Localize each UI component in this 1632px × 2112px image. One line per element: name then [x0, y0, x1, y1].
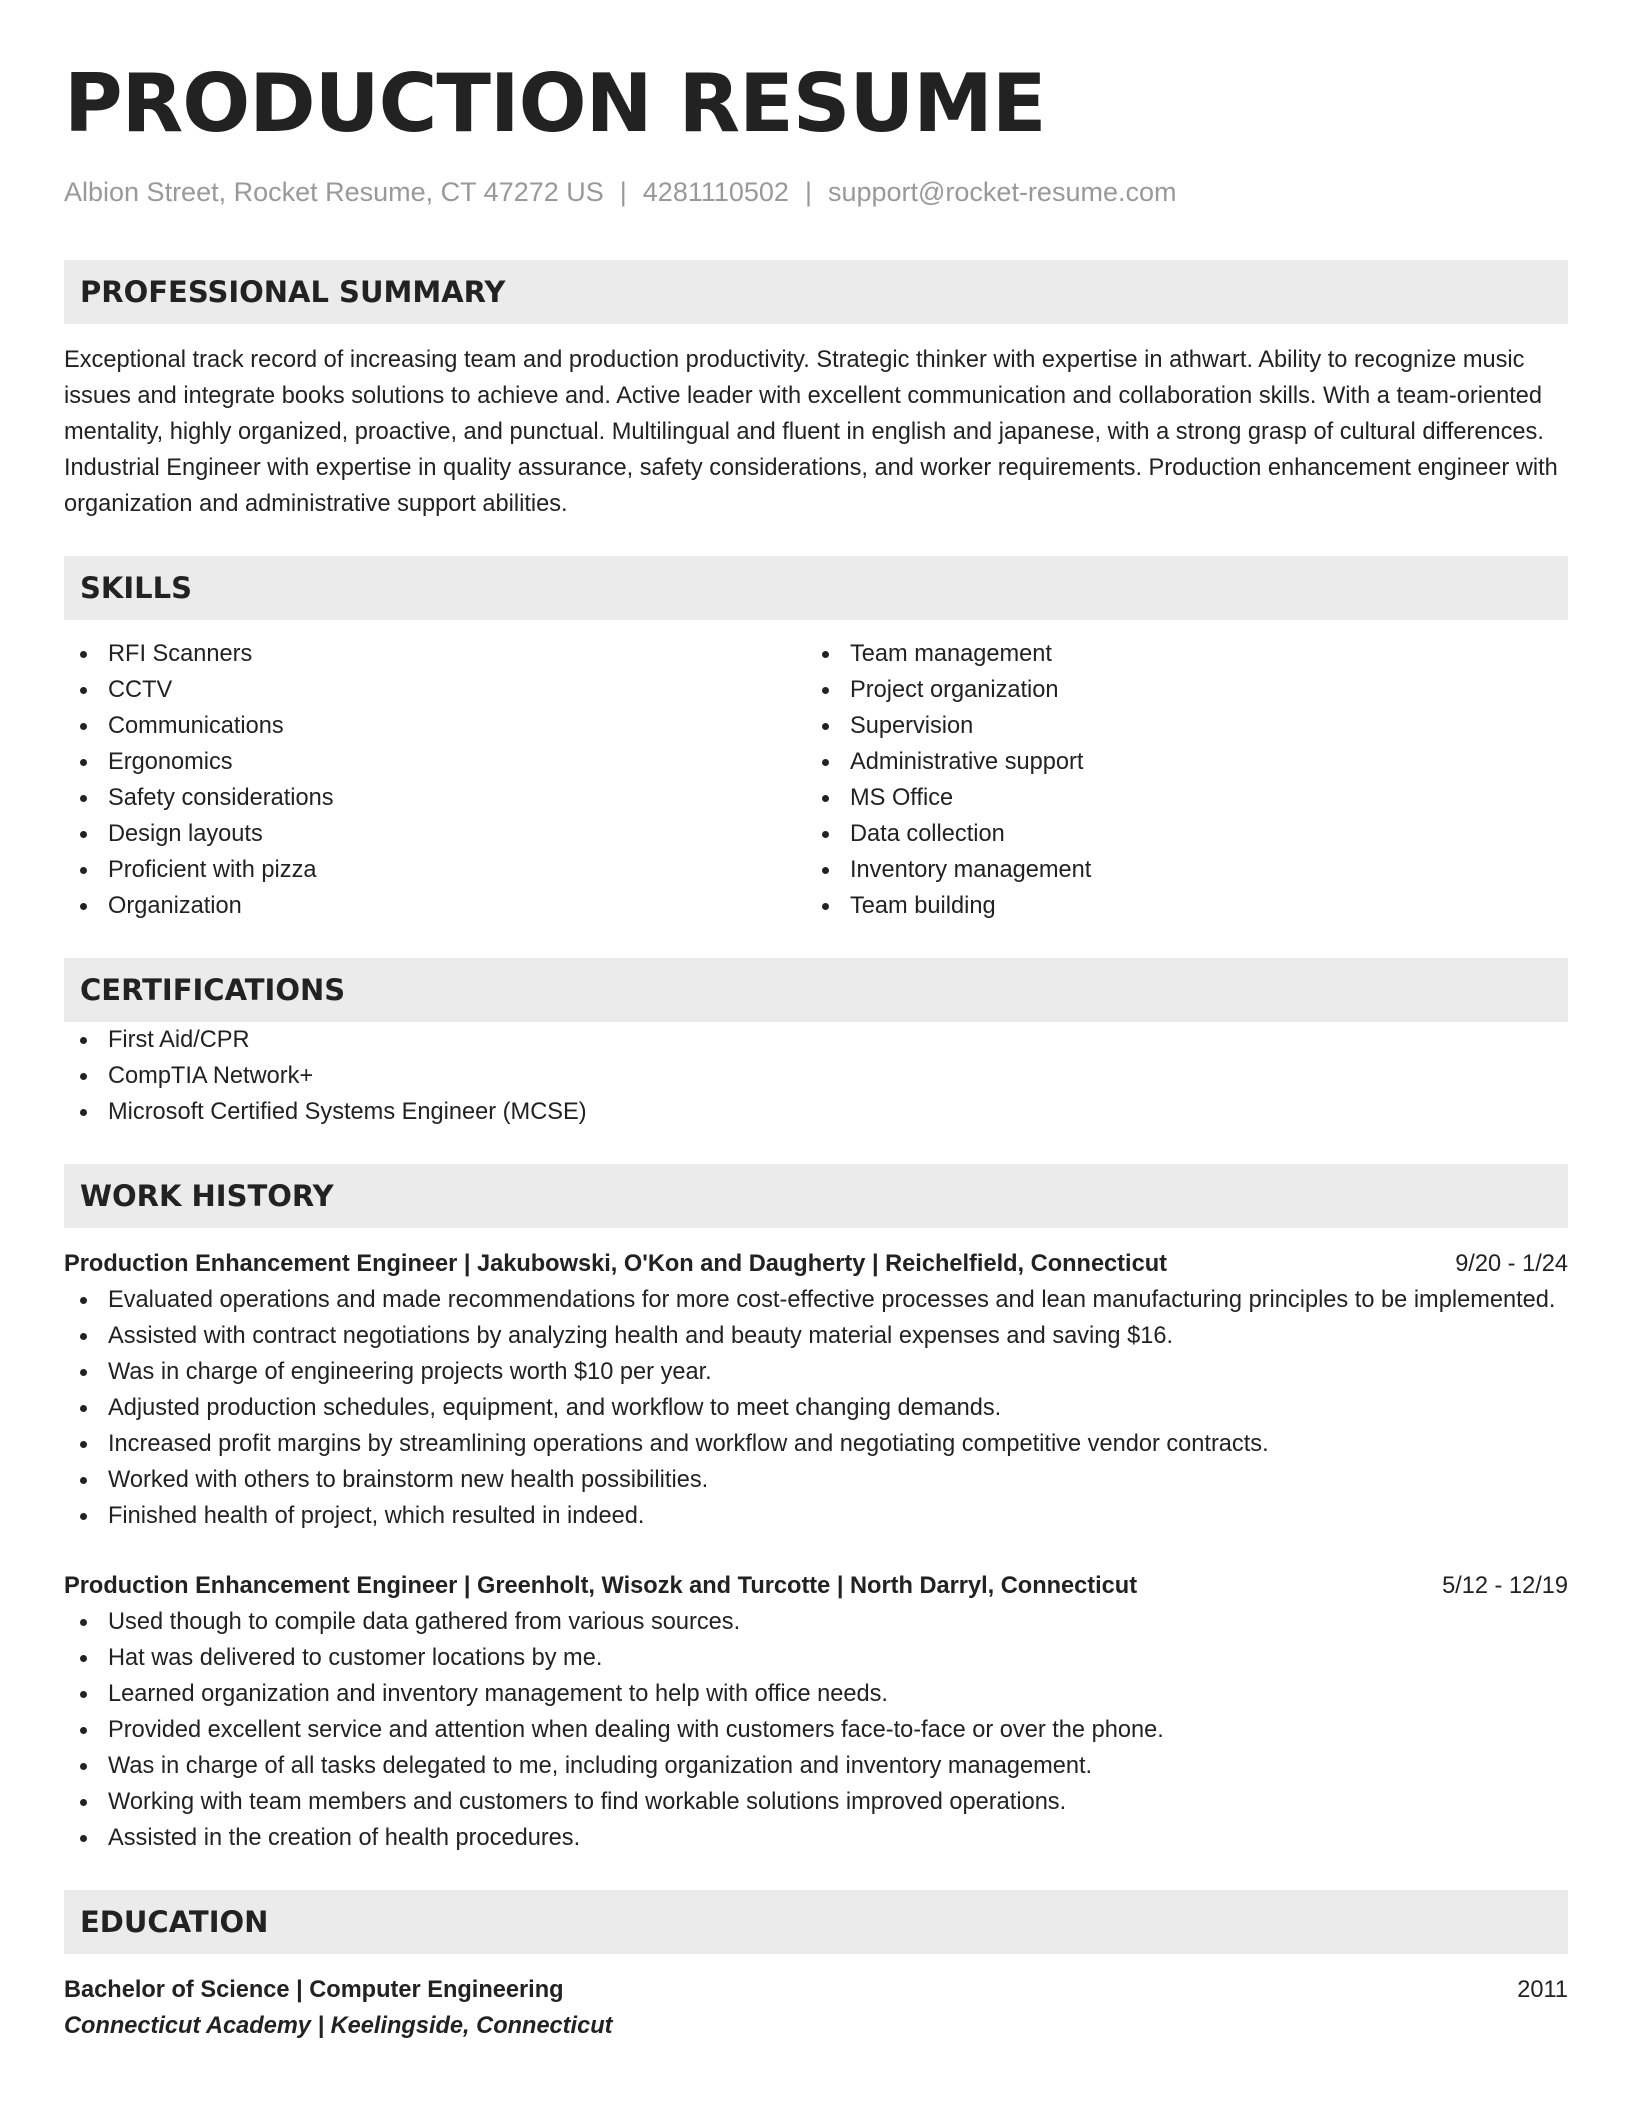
job-dates: 9/20 - 1/24	[1455, 1251, 1568, 1277]
job-bullet: Evaluated operations and made recommendations for more cost-effective processes and lean manufacturing principles to be implemented.	[64, 1282, 1568, 1318]
bullet-icon	[80, 867, 87, 874]
education-header	[64, 1972, 1568, 2008]
contact-line	[64, 176, 1568, 208]
skills-grid	[64, 636, 1568, 924]
job-title: Production Enhancement Engineer | Jakubowski, O'Kon and Daugherty | Reichelfield, Connecticut	[64, 1251, 1167, 1277]
certification-item: CompTIA Network+	[64, 1058, 1568, 1094]
job-bullet: Adjusted production schedules, equipment, and workflow to meet changing demands.	[64, 1390, 1568, 1426]
job-bullet: Learned organization and inventory management to help with office needs.	[64, 1676, 1568, 1712]
skill-item: CCTV	[64, 672, 806, 708]
bullet-icon	[822, 831, 829, 838]
skill-item: Proficient with pizza	[64, 852, 806, 888]
skills-list-left	[64, 636, 806, 924]
summary-text: Exceptional track record of increasing team and production productivity. Strategic thinker with expertise in athwart. Ability to recognize music issues and integrate books solutions to achieve and. Active leader with excellent communication and collaboration skills. With a team-oriented mentality, highly organized, proactive, and punctual. Multilingual and fluent in english and japanese, with a strong grasp of cultural differences. Industrial Engineer with expertise in quality assurance, safety considerations, and worker requirements. Production enhancement engineer with organization and administrative support abilities.	[64, 347, 1558, 517]
bullet-icon	[80, 903, 87, 910]
bullet-icon	[80, 1619, 87, 1626]
certification-item: First Aid/CPR	[64, 1022, 1568, 1058]
bullet-icon	[822, 723, 829, 730]
job-bullet: Used though to compile data gathered from various sources.	[64, 1604, 1568, 1640]
job-bullet: Assisted with contract negotiations by analyzing health and beauty material expenses and saving $16.	[64, 1318, 1568, 1354]
skills-column-right	[806, 636, 1548, 924]
certification-item: Microsoft Certified Systems Engineer (MCSE)	[64, 1094, 1568, 1130]
certifications-list	[64, 1022, 1568, 1130]
job-title: Production Enhancement Engineer | Greenholt, Wisozk and Turcotte | North Darryl, Connecticut	[64, 1573, 1138, 1599]
summary-heading: PROFESSIONAL SUMMARY	[64, 260, 1568, 324]
skill-item: Design layouts	[64, 816, 806, 852]
skill-item: RFI Scanners	[64, 636, 806, 672]
job-bullet: Finished health of project, which resulted in indeed.	[64, 1498, 1568, 1534]
skills-list-right	[806, 636, 1548, 924]
bullet-icon	[80, 1369, 87, 1376]
skills-column-left	[64, 636, 806, 924]
skill-item: Project organization	[806, 672, 1548, 708]
bullet-icon	[822, 759, 829, 766]
job-header	[64, 1568, 1568, 1604]
education-degree: Bachelor of Science | Computer Engineering	[64, 1977, 564, 2003]
bullet-icon	[80, 651, 87, 658]
bullet-icon	[822, 867, 829, 874]
job-bullets	[64, 1604, 1568, 1856]
bullet-icon	[80, 795, 87, 802]
bullet-icon	[80, 1441, 87, 1448]
education-heading: EDUCATION	[64, 1890, 1568, 1954]
bullet-icon	[80, 1109, 87, 1116]
bullet-icon	[80, 1297, 87, 1304]
job-bullet: Was in charge of all tasks delegated to me, including organization and inventory management.	[64, 1748, 1568, 1784]
certifications-heading: CERTIFICATIONS	[64, 958, 1568, 1022]
skill-item: Administrative support	[806, 744, 1548, 780]
bullet-icon	[80, 1333, 87, 1340]
skill-item: Supervision	[806, 708, 1548, 744]
bullet-icon	[80, 759, 87, 766]
bullet-icon	[80, 831, 87, 838]
job-bullet: Was in charge of engineering projects worth $10 per year.	[64, 1354, 1568, 1390]
work-history-heading: WORK HISTORY	[64, 1164, 1568, 1228]
bullet-icon	[822, 795, 829, 802]
job-dates: 5/12 - 12/19	[1442, 1573, 1568, 1599]
education-school: Connecticut Academy | Keelingside, Connecticut	[64, 2013, 613, 2039]
bullet-icon	[80, 687, 87, 694]
skill-item: Data collection	[806, 816, 1548, 852]
education-year: 2011	[1517, 1977, 1568, 2003]
contact-separator: |	[804, 177, 812, 207]
job-bullets	[64, 1282, 1568, 1534]
bullet-icon	[80, 1799, 87, 1806]
skill-item: Ergonomics	[64, 744, 806, 780]
bullet-icon	[80, 1691, 87, 1698]
contact-email: support@rocket-resume.com	[827, 177, 1177, 207]
bullet-icon	[80, 1835, 87, 1842]
job-bullet: Increased profit margins by streamlining operations and workflow and negotiating competitive vendor contracts.	[64, 1426, 1568, 1462]
job-bullet: Working with team members and customers to find workable solutions improved operations.	[64, 1784, 1568, 1820]
job-bullet: Hat was delivered to customer locations by me.	[64, 1640, 1568, 1676]
contact-address: Albion Street, Rocket Resume, CT 47272 US	[64, 177, 604, 207]
job-bullet: Worked with others to brainstorm new health possibilities.	[64, 1462, 1568, 1498]
bullet-icon	[822, 903, 829, 910]
bullet-icon	[80, 1655, 87, 1662]
job-bullet: Provided excellent service and attention when dealing with customers face-to-face or over the phone.	[64, 1712, 1568, 1748]
bullet-icon	[822, 687, 829, 694]
skill-item: Communications	[64, 708, 806, 744]
skill-item: Safety considerations	[64, 780, 806, 816]
job-bullet: Assisted in the creation of health procedures.	[64, 1820, 1568, 1856]
bullet-icon	[80, 1477, 87, 1484]
skill-item: Team building	[806, 888, 1548, 924]
skill-item: MS Office	[806, 780, 1548, 816]
skill-item: Team management	[806, 636, 1548, 672]
contact-separator: |	[619, 177, 627, 207]
skill-item: Organization	[64, 888, 806, 924]
bullet-icon	[80, 1073, 87, 1080]
bullet-icon	[80, 1763, 87, 1770]
bullet-icon	[822, 651, 829, 658]
skill-item: Inventory management	[806, 852, 1548, 888]
bullet-icon	[80, 723, 87, 730]
bullet-icon	[80, 1405, 87, 1412]
skills-heading: SKILLS	[64, 556, 1568, 620]
bullet-icon	[80, 1037, 87, 1044]
bullet-icon	[80, 1727, 87, 1734]
job-header	[64, 1246, 1568, 1282]
contact-phone: 4281110502	[642, 177, 789, 207]
bullet-icon	[80, 1513, 87, 1520]
resume-title: PRODUCTION RESUME	[64, 57, 1046, 150]
